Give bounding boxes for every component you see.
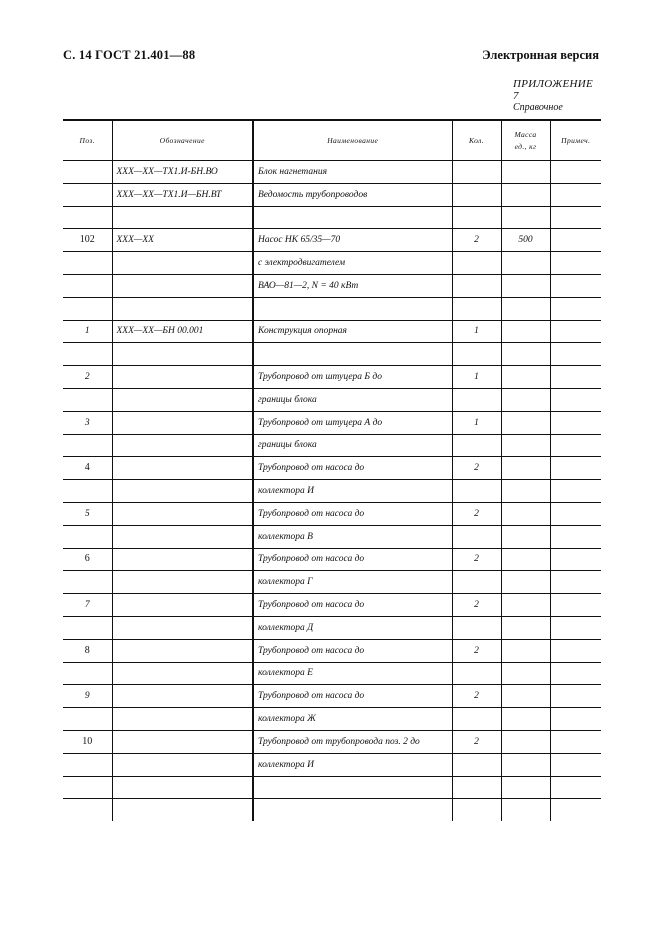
cell-mass: [501, 548, 550, 571]
cell-pos: [63, 662, 112, 685]
cell-name: Трубопровод от штуцера А до: [253, 411, 452, 434]
cell-designation: XXX—XX: [112, 229, 253, 252]
cell-note: [550, 662, 601, 685]
col-header-mass-line2: ед., кг: [514, 141, 537, 151]
cell-note: [550, 457, 601, 480]
cell-pos: [63, 480, 112, 503]
cell-qty: 1: [452, 320, 501, 343]
col-header-note: Примеч.: [550, 120, 601, 161]
cell-designation: [112, 753, 253, 776]
cell-name: Трубопровод от насоса до: [253, 685, 452, 708]
cell-mass: [501, 297, 550, 320]
cell-pos: [63, 708, 112, 731]
table-row: [63, 411, 601, 434]
table-row: [63, 320, 601, 343]
cell-note: [550, 229, 601, 252]
cell-qty: [452, 297, 501, 320]
cell-qty: 1: [452, 411, 501, 434]
cell-qty: 2: [452, 457, 501, 480]
cell-note: [550, 502, 601, 525]
cell-qty: [452, 388, 501, 411]
cell-designation: XXX—XX—TX1.И—БН.ВТ: [112, 183, 253, 206]
cell-mass: [501, 388, 550, 411]
cell-note: [550, 571, 601, 594]
cell-pos: 3: [63, 411, 112, 434]
cell-name: [253, 297, 452, 320]
cell-designation: [112, 662, 253, 685]
table-row: [63, 776, 601, 799]
col-header-mass: [501, 120, 550, 161]
cell-pos: [63, 525, 112, 548]
cell-qty: [452, 753, 501, 776]
cell-note: [550, 343, 601, 366]
cell-note: [550, 616, 601, 639]
cell-designation: [112, 502, 253, 525]
cell-name: [253, 776, 452, 799]
cell-note: [550, 434, 601, 457]
cell-pos: [63, 753, 112, 776]
cell-note: [550, 411, 601, 434]
table-row: [63, 161, 601, 184]
cell-mass: [501, 183, 550, 206]
cell-name: [253, 206, 452, 229]
cell-designation: XXX—XX—TX1.И-БН.ВО: [112, 161, 253, 184]
cell-designation: [112, 411, 253, 434]
cell-pos: [63, 616, 112, 639]
cell-note: [550, 639, 601, 662]
cell-note: [550, 525, 601, 548]
cell-pos: 9: [63, 685, 112, 708]
cell-name: границы блока: [253, 434, 452, 457]
cell-note: [550, 480, 601, 503]
cell-name: коллектора И: [253, 480, 452, 503]
cell-note: [550, 708, 601, 731]
cell-mass: [501, 776, 550, 799]
cell-designation: [112, 480, 253, 503]
table-row: [63, 502, 601, 525]
cell-name: Трубопровод от насоса до: [253, 594, 452, 617]
cell-designation: [112, 730, 253, 753]
cell-name: [253, 799, 452, 821]
cell-qty: [452, 206, 501, 229]
cell-name: коллектора Г: [253, 571, 452, 594]
table-row: [63, 639, 601, 662]
cell-name: [253, 343, 452, 366]
cell-designation: [112, 708, 253, 731]
cell-name: коллектора Д: [253, 616, 452, 639]
cell-mass: [501, 502, 550, 525]
table-body: [63, 161, 601, 822]
table-header-row: [63, 120, 601, 161]
cell-mass: [501, 343, 550, 366]
cell-mass: [501, 525, 550, 548]
cell-pos: 10: [63, 730, 112, 753]
cell-mass: [501, 662, 550, 685]
cell-note: [550, 753, 601, 776]
cell-note: [550, 320, 601, 343]
cell-name: коллектора Е: [253, 662, 452, 685]
cell-qty: [452, 480, 501, 503]
cell-designation: [112, 799, 253, 821]
cell-designation: [112, 206, 253, 229]
cell-pos: [63, 297, 112, 320]
page-header-title: С. 14 ГОСТ 21.401—88: [63, 48, 196, 62]
cell-qty: [452, 434, 501, 457]
table-row: [63, 274, 601, 297]
cell-name: Насос НК 65/35—70: [253, 229, 452, 252]
cell-note: [550, 252, 601, 275]
cell-mass: [501, 320, 550, 343]
cell-qty: [452, 662, 501, 685]
cell-designation: [112, 388, 253, 411]
cell-pos: 5: [63, 502, 112, 525]
table-row: [63, 343, 601, 366]
cell-designation: [112, 343, 253, 366]
cell-designation: [112, 457, 253, 480]
cell-mass: [501, 366, 550, 389]
cell-pos: 7: [63, 594, 112, 617]
cell-mass: [501, 411, 550, 434]
cell-mass: [501, 434, 550, 457]
cell-qty: 2: [452, 594, 501, 617]
cell-pos: [63, 161, 112, 184]
col-header-name: Наименование: [253, 120, 452, 161]
cell-note: [550, 366, 601, 389]
cell-designation: [112, 366, 253, 389]
cell-mass: [501, 639, 550, 662]
table-row: [63, 206, 601, 229]
cell-name: ВАО—81—2, N = 40 кВт: [253, 274, 452, 297]
table-row: [63, 183, 601, 206]
cell-designation: [112, 571, 253, 594]
cell-qty: 2: [452, 730, 501, 753]
cell-mass: [501, 206, 550, 229]
cell-mass: [501, 799, 550, 821]
specification-table: [63, 119, 601, 821]
cell-pos: 8: [63, 639, 112, 662]
cell-note: [550, 548, 601, 571]
cell-pos: 4: [63, 457, 112, 480]
cell-qty: [452, 571, 501, 594]
cell-pos: [63, 388, 112, 411]
cell-qty: [452, 799, 501, 821]
cell-pos: 1: [63, 320, 112, 343]
cell-note: [550, 297, 601, 320]
cell-qty: [452, 274, 501, 297]
cell-qty: 1: [452, 366, 501, 389]
cell-designation: [112, 252, 253, 275]
cell-designation: [112, 548, 253, 571]
cell-note: [550, 594, 601, 617]
cell-mass: [501, 480, 550, 503]
cell-mass: [501, 685, 550, 708]
cell-pos: [63, 252, 112, 275]
table-row: [63, 297, 601, 320]
cell-name: Трубопровод от насоса до: [253, 502, 452, 525]
cell-name: с электродвигателем: [253, 252, 452, 275]
cell-qty: [452, 343, 501, 366]
cell-name: Трубопровод от насоса до: [253, 548, 452, 571]
cell-name: Ведомость трубопроводов: [253, 183, 452, 206]
electronic-version-label: Электронная версия: [482, 48, 599, 62]
cell-qty: [452, 776, 501, 799]
cell-pos: [63, 183, 112, 206]
table-row: [63, 434, 601, 457]
cell-designation: XXX—XX—БН 00.001: [112, 320, 253, 343]
cell-qty: 2: [452, 685, 501, 708]
cell-mass: [501, 274, 550, 297]
table-row: [63, 799, 601, 821]
cell-qty: 2: [452, 502, 501, 525]
cell-name: Блок нагнетания: [253, 161, 452, 184]
cell-pos: 102: [63, 229, 112, 252]
cell-note: [550, 183, 601, 206]
table-row: [63, 708, 601, 731]
table-row: [63, 229, 601, 252]
cell-pos: [63, 571, 112, 594]
appendix-title: ПРИЛОЖЕНИЕ 7: [513, 78, 593, 102]
cell-note: [550, 799, 601, 821]
cell-mass: [501, 753, 550, 776]
cell-pos: [63, 343, 112, 366]
cell-name: коллектора В: [253, 525, 452, 548]
cell-mass: [501, 161, 550, 184]
appendix-subtitle: Справочное: [513, 102, 563, 113]
cell-note: [550, 206, 601, 229]
cell-pos: 2: [63, 366, 112, 389]
table-row: [63, 571, 601, 594]
cell-designation: [112, 434, 253, 457]
table-row: [63, 388, 601, 411]
table-row: [63, 457, 601, 480]
cell-qty: [452, 708, 501, 731]
cell-note: [550, 274, 601, 297]
cell-note: [550, 776, 601, 799]
cell-mass: [501, 457, 550, 480]
cell-qty: 2: [452, 548, 501, 571]
cell-pos: [63, 274, 112, 297]
cell-designation: [112, 274, 253, 297]
table-row: [63, 594, 601, 617]
table-row: [63, 616, 601, 639]
cell-mass: [501, 616, 550, 639]
cell-qty: 2: [452, 229, 501, 252]
cell-name: Трубопровод от насоса до: [253, 639, 452, 662]
cell-note: [550, 730, 601, 753]
appendix-block: [513, 78, 599, 114]
cell-qty: 2: [452, 639, 501, 662]
col-header-pos: Поз.: [63, 120, 112, 161]
cell-mass: [501, 252, 550, 275]
col-header-designation: Обозначение: [112, 120, 253, 161]
cell-designation: [112, 685, 253, 708]
cell-pos: [63, 434, 112, 457]
cell-note: [550, 388, 601, 411]
cell-mass: [501, 571, 550, 594]
table-row: [63, 548, 601, 571]
cell-mass: [501, 730, 550, 753]
cell-mass: [501, 594, 550, 617]
table-row: [63, 753, 601, 776]
cell-designation: [112, 616, 253, 639]
cell-qty: [452, 525, 501, 548]
col-header-mass-line1: Масса: [514, 129, 537, 139]
cell-designation: [112, 776, 253, 799]
cell-designation: [112, 639, 253, 662]
table-row: [63, 525, 601, 548]
cell-name: Конструкция опорная: [253, 320, 452, 343]
table-row: [63, 685, 601, 708]
cell-qty: [452, 252, 501, 275]
cell-pos: [63, 776, 112, 799]
table-row: [63, 662, 601, 685]
cell-name: Трубопровод от штуцера Б до: [253, 366, 452, 389]
cell-name: границы блока: [253, 388, 452, 411]
cell-pos: 6: [63, 548, 112, 571]
cell-qty: [452, 183, 501, 206]
table-row: [63, 366, 601, 389]
table-row: [63, 252, 601, 275]
cell-name: коллектора И: [253, 753, 452, 776]
cell-qty: [452, 161, 501, 184]
cell-mass: [501, 708, 550, 731]
cell-name: Трубопровод от насоса до: [253, 457, 452, 480]
col-header-qty: Кол.: [452, 120, 501, 161]
cell-note: [550, 685, 601, 708]
cell-note: [550, 161, 601, 184]
cell-designation: [112, 297, 253, 320]
cell-designation: [112, 594, 253, 617]
table-row: [63, 730, 601, 753]
cell-name: коллектора Ж: [253, 708, 452, 731]
cell-pos: [63, 206, 112, 229]
cell-mass: 500: [501, 229, 550, 252]
table-row: [63, 480, 601, 503]
cell-qty: [452, 616, 501, 639]
cell-designation: [112, 525, 253, 548]
cell-name: Трубопровод от трубопровода поз. 2 до: [253, 730, 452, 753]
cell-pos: [63, 799, 112, 821]
